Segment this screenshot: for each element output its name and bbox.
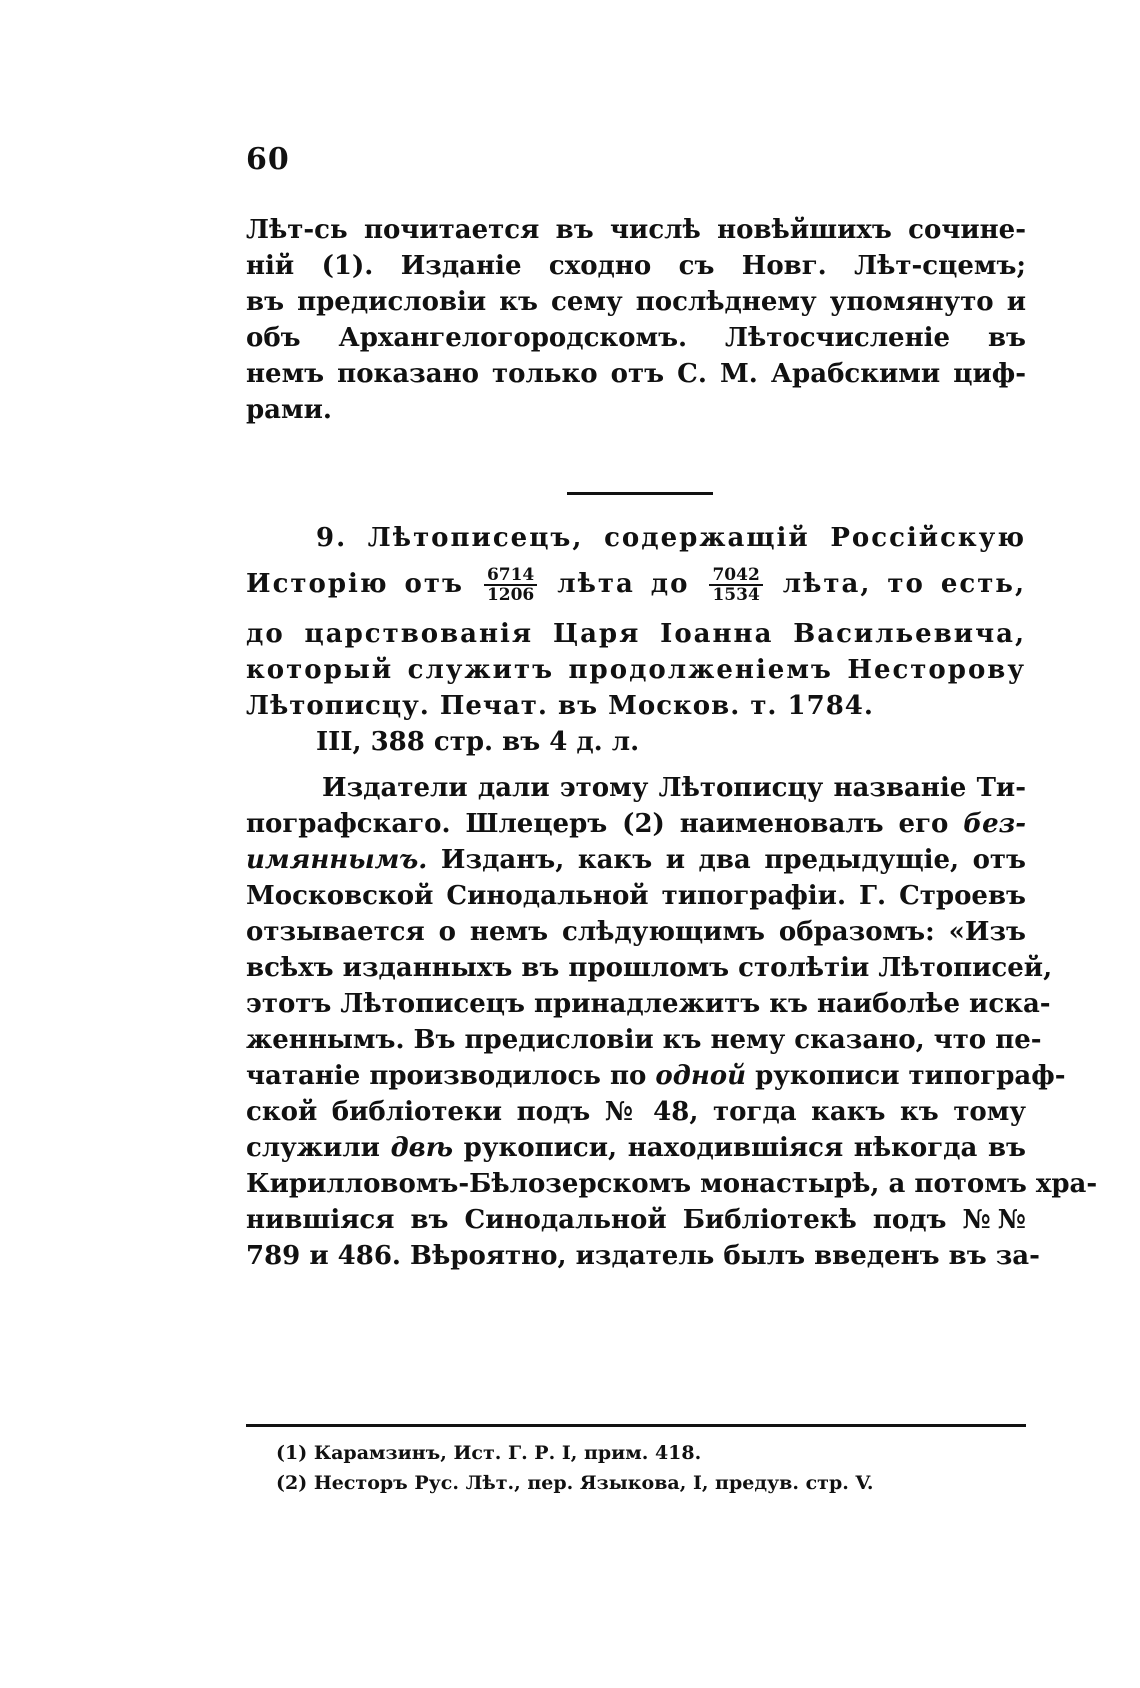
text-line [246,1058,1066,1094]
entry-title-text: лѣта до [557,569,690,599]
italic-text: одной [655,1061,747,1091]
entry-title-text: Исторію отъ [246,569,464,599]
text-line: въ предисловіи къ сему послѣднему упомянуто и [246,287,1026,317]
entry-title-line: до царствованія Царя Іоанна Васильевича, [246,619,1026,649]
text-line: отзывается о немъ слѣдующимъ образомъ: «Изъ [246,917,1026,947]
text-span: Изданъ, какъ и два предыдущіе, отъ [440,845,1026,875]
fraction-numerator: 6714 [484,566,537,586]
text-line: Лѣт-сь почитается въ числѣ новѣйшихъ сочине- [246,215,1026,245]
text-line: рами. [246,395,332,425]
text-line: Кирилловомъ-Бѣлозерскомъ монастырѣ, а потомъ хра- [246,1169,1098,1199]
text-line: всѣхъ изданныхъ въ прошломъ столѣтіи Лѣтописей, [246,953,1053,983]
italic-text: имяннымъ. [246,845,428,875]
text-line: 789 и 486. Вѣроятно, издатель былъ введенъ въ за- [246,1241,1040,1271]
entry-collation: III, 388 стр. въ 4 д. л. [316,727,640,757]
text-span: служили [246,1133,380,1163]
text-span: рукописи типограф- [755,1061,1066,1091]
text-line: женнымъ. Въ предисловіи къ нему сказано, что пе- [246,1025,1042,1055]
text-span: пографскаго. Шлецеръ (2) наименовалъ его [246,809,949,839]
text-line: немъ показано только отъ С. М. Арабскими циф- [246,359,1026,389]
entry-title-line-dates [246,566,1026,604]
entry-title-line: 9. Лѣтописецъ, содержащій Россійскую [316,523,1026,553]
text-line [246,806,1026,842]
date-fraction-end [709,566,762,604]
text-span: чатаніе производилось по [246,1061,647,1091]
entry-title-line: Лѣтописцу. Печат. въ Москов. т. 1784. [246,691,874,721]
footnote: (2) Несторъ Рус. Лѣт., пер. Языкова, I, предув. стр. V. [276,1472,874,1494]
entry-title-text: лѣта, то есть, [782,569,1026,599]
fraction-denominator: 1534 [712,585,760,605]
fraction-denominator: 1206 [486,585,535,605]
text-line: Московской Синодальной типографіи. Г. Строевъ [246,881,1026,911]
text-line [246,842,1026,878]
text-line: нившіяся въ Синодальной Библіотекѣ подъ №№ [246,1205,1026,1235]
text-span: рукописи, находившіяся нѣкогда въ [463,1133,1026,1163]
section-divider [567,492,713,495]
footnote: (1) Карамзинъ, Ист. Г. Р. I, прим. 418. [276,1442,702,1464]
footnote-rule [246,1424,1026,1427]
text-line: этотъ Лѣтописецъ принадлежитъ къ наиболѣе иска- [246,989,1051,1019]
italic-text: двѣ [390,1133,454,1163]
entry-title-line: который служитъ продолженіемъ Несторову [246,655,1026,685]
italic-text: без- [963,809,1026,839]
text-line: ній (1). Изданіе сходно съ Новг. Лѣт-сцемъ; [246,251,1026,281]
fraction-numerator: 7042 [709,566,762,586]
page-number: 60 [246,142,290,177]
date-fraction-start [484,566,537,604]
text-line: ской библіотеки подъ № 48, тогда какъ къ тому [246,1097,1026,1127]
text-line [246,1130,1026,1166]
text-line: Издатели дали этому Лѣтописцу названіе Ти- [322,773,1026,803]
text-line: объ Архангелогородскомъ. Лѣтосчисленіе въ [246,323,1026,353]
